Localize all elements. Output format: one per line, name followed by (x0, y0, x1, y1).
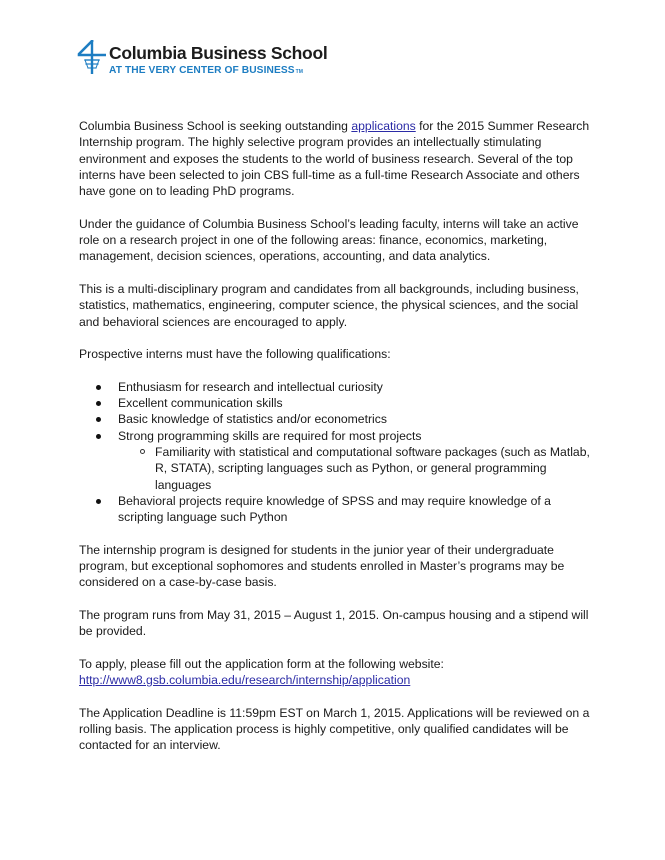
qualification-item (79, 411, 599, 427)
bullet-icon (96, 385, 101, 390)
qualifications-intro: Prospective interns must have the following qualifications: (79, 347, 391, 362)
logo-name: Columbia Business School (109, 43, 328, 63)
eligibility-paragraph: The internship program is designed for students in the junior year of their undergraduate program, but exceptional sophomores and students enrolled in Master’s programs may be considered on a case-by-case basis. (79, 542, 565, 590)
qualification-text: Enthusiasm for research and intellectual curiosity (118, 379, 383, 394)
qualification-item (79, 395, 599, 411)
dates-paragraph: The program runs from May 31, 2015 – August 1, 2015. On-campus housing and a stipend will be provided. (79, 607, 589, 639)
qualification-item (79, 428, 599, 493)
applications-link[interactable]: applications (351, 119, 416, 133)
sub-qualification-item (118, 444, 599, 493)
trademark-mark: TM (295, 69, 304, 75)
columbia-crown-icon (76, 40, 106, 74)
guidance-paragraph: Under the guidance of Columbia Business School’s leading faculty, interns will take an active role on a research project in one of the following areas: finance, economics, marketing, management, decision sciences, operations, accounting, and data analytics. (79, 216, 579, 264)
application-url-link[interactable]: http://www8.gsb.columbia.edu/research/internship/application (79, 673, 411, 688)
sub-qualifications-list (118, 444, 599, 493)
bullet-icon (96, 417, 101, 422)
bullet-icon (96, 499, 101, 504)
bullet-icon (96, 434, 101, 439)
columbia-business-school-logo (76, 40, 327, 77)
sub-qualification-text: Familiarity with statistical and computational software packages (such as Matlab, R, STATA), scripting languages such as Python, or general programming languages (155, 444, 590, 492)
bullet-icon (96, 401, 101, 406)
qualifications-list (79, 379, 599, 526)
deadline-paragraph: The Application Deadline is 11:59pm EST on March 1, 2015. Applications will be reviewed on a rolling basis. The application process is highly competitive, only qualified candidates will be contacted for an interview. (79, 705, 590, 753)
intro-paragraph (79, 118, 599, 199)
qualification-text: Basic knowledge of statistics and/or econometrics (118, 412, 387, 427)
intro-text-end: for the 2015 Summer Research Internship program. The highly selective program provides an intellectually stimulating environment and exposes the students to the world of business research. Several of the top interns have been selected to join CBS full-time as a full-time Research Associate and others have gone on to leading PhD programs. (79, 119, 590, 199)
qualification-text: Strong programming skills are required for most projects (118, 428, 422, 443)
logo-tagline-text: AT THE VERY CENTER OF BUSINESS (109, 65, 295, 76)
apply-intro-text: To apply, please fill out the application form at the following website: (79, 656, 444, 671)
document-body (79, 118, 599, 770)
logo-tagline (109, 65, 327, 77)
qualification-text: Behavioral projects require knowledge of SPSS and may require knowledge of a scripting language such Python (118, 493, 551, 525)
hollow-bullet-icon (140, 449, 145, 454)
qualification-text: Excellent communication skills (118, 396, 283, 411)
intro-text-start: Columbia Business School is seeking outstanding (79, 119, 352, 133)
multidisciplinary-paragraph: This is a multi-disciplinary program and candidates from all backgrounds, including business, statistics, mathematics, engineering, computer science, the physical sciences, and the social and behavioral sciences are encouraged to apply. (79, 281, 579, 329)
qualification-item (79, 493, 599, 526)
qualification-item (79, 379, 599, 395)
apply-paragraph (79, 656, 599, 689)
